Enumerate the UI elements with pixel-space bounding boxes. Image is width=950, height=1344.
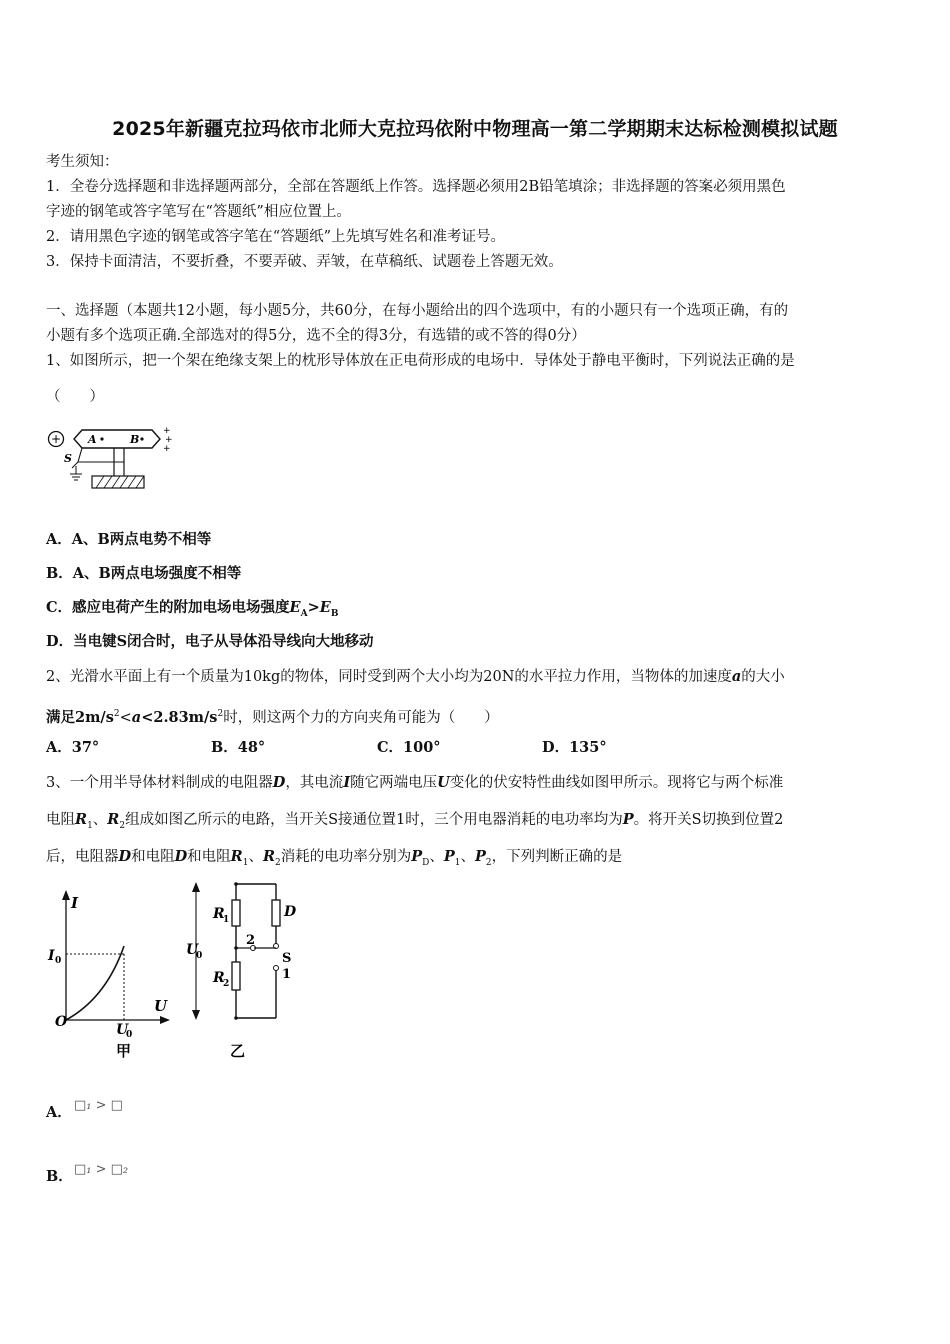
q1-label-s: S bbox=[64, 452, 72, 465]
q3-stem-line1: 3、一个用半导体材料制成的电阻器D，其电流I随它两端电压U变化的伏安特性曲线如图甲所示。现将它与两个标准 bbox=[46, 774, 784, 791]
iu-curve bbox=[66, 946, 124, 1020]
q1-conductor-figure bbox=[44, 424, 180, 494]
svg-text:0: 0 bbox=[55, 956, 62, 966]
q2-option-d: D．135° bbox=[542, 739, 607, 756]
q1-option-b: B．A、B两点电场强度不相等 bbox=[46, 565, 242, 582]
circuit-r2: R bbox=[213, 970, 225, 986]
resistor-r2 bbox=[232, 962, 240, 990]
q1-plus-label: + bbox=[50, 432, 62, 446]
svg-text:+: + bbox=[163, 426, 171, 436]
q3-option-a-expr: □₁ > □ bbox=[74, 1098, 123, 1113]
graph-u0: U bbox=[116, 1022, 129, 1038]
q1-option-a: A．A、B两点电势不相等 bbox=[46, 531, 212, 548]
svg-text:2: 2 bbox=[223, 979, 230, 989]
q1-label-b: B bbox=[130, 433, 140, 446]
q1-paren: （ ） bbox=[46, 389, 104, 405]
q3-option-b-expr: □₁ > □₂ bbox=[74, 1162, 129, 1177]
pillow-conductor bbox=[74, 430, 160, 448]
q2-option-b: B．48° bbox=[211, 739, 266, 756]
notice-item-3: 3．保持卡面清洁，不要折叠，不要弄破、弄皱，在草稿纸、试题卷上答题无效。 bbox=[46, 254, 563, 270]
circuit-u0: U bbox=[186, 942, 199, 958]
q2-stem-line1: 2、光滑水平面上有一个质量为10kg的物体，同时受到两个大小均为20N的水平拉力作用，当物体的加速度a的大小 bbox=[46, 668, 785, 685]
graph-axis-i: I bbox=[71, 894, 79, 912]
graph-caption-jia: 甲 bbox=[116, 1042, 132, 1060]
notice-item-2: 2．请用黑色字迹的钢笔或答字笔在“答题纸”上先填写姓名和准考证号。 bbox=[46, 229, 506, 245]
notice-heading: 考生须知： bbox=[46, 154, 119, 170]
q1-option-c: C．感应电荷产生的附加电场电场强度$E_A>E_B$ bbox=[46, 599, 339, 619]
section-instructions-line1: 一、选择题（本题共12小题，每小题5分，共60分，在每小题给出的四个选项中，有的小题只有一个选项正确，有的 bbox=[46, 303, 789, 319]
circuit-r1: R bbox=[213, 906, 225, 922]
switch-s: S bbox=[282, 951, 292, 966]
q3-stem-line2: 电阻$R_1$、$R_2$组成如图乙所示的电路，当开关S接通位置1时，三个用电器消耗的电功率均为P。将开关S切换到位置2 bbox=[46, 811, 784, 831]
resistor-d bbox=[272, 900, 280, 926]
q2-stem-line2: 满足$2m/s^2<a<2.83m/s^2$时，则这两个力的方向夹角可能为（ ） bbox=[46, 708, 499, 726]
circuit-d: D bbox=[284, 904, 297, 920]
q1-option-d: D．当电键S闭合时，电子从导体沿导线向大地移动 bbox=[46, 633, 374, 650]
q3-iu-graph bbox=[44, 888, 174, 1063]
svg-text:0: 0 bbox=[126, 1030, 133, 1040]
switch-pos-1: 1 bbox=[282, 967, 292, 982]
section-instructions-line2: 小题有多个选项正确.全部选对的得5分，选不全的得3分，有选错的或不答的得0分） bbox=[46, 328, 586, 344]
notice-item-1-cont: 字迹的钢笔或答字笔写在“答题纸”相应位置上。 bbox=[46, 204, 351, 220]
q3-stem-line3: 后，电阻器D和电阻D和电阻$R_1$、$R_2$消耗的电功率分别为$P_D$、$P_1$、$P_2$，下列判断正确的是 bbox=[46, 848, 623, 868]
resistor-r1 bbox=[232, 900, 240, 926]
q3-option-b-label: B． bbox=[46, 1168, 73, 1185]
graph-i0: I bbox=[48, 948, 55, 964]
svg-text:+: + bbox=[165, 435, 173, 445]
q3-option-a-label: A． bbox=[46, 1104, 72, 1121]
switch-pos-2: 2 bbox=[246, 933, 256, 948]
q1-label-a: A bbox=[88, 433, 97, 446]
graph-origin: O bbox=[55, 1014, 68, 1030]
q2-option-a: A．37° bbox=[46, 739, 100, 756]
q3-circuit bbox=[182, 878, 312, 1063]
q1-stem: 1、如图所示，把一个架在绝缘支架上的枕形导体放在正电荷形成的电场中．导体处于静电平衡时，下列说法正确的是 bbox=[46, 353, 795, 369]
svg-text:0: 0 bbox=[196, 951, 203, 961]
notice-item-1: 1．全卷分选择题和非选择题两部分，全部在答题纸上作答。选择题必须用2B铅笔填涂；非选择题的答案必须用黑色 bbox=[46, 179, 786, 195]
q2-option-c: C．100° bbox=[377, 739, 441, 756]
svg-text:+: + bbox=[163, 444, 171, 454]
page-title: 2025年新疆克拉玛依市北师大克拉玛依附中物理高一第二学期期末达标检测模拟试题 bbox=[112, 118, 838, 140]
circuit-caption-yi: 乙 bbox=[230, 1042, 246, 1060]
graph-axis-u: U bbox=[154, 997, 168, 1015]
svg-text:1: 1 bbox=[223, 915, 230, 925]
